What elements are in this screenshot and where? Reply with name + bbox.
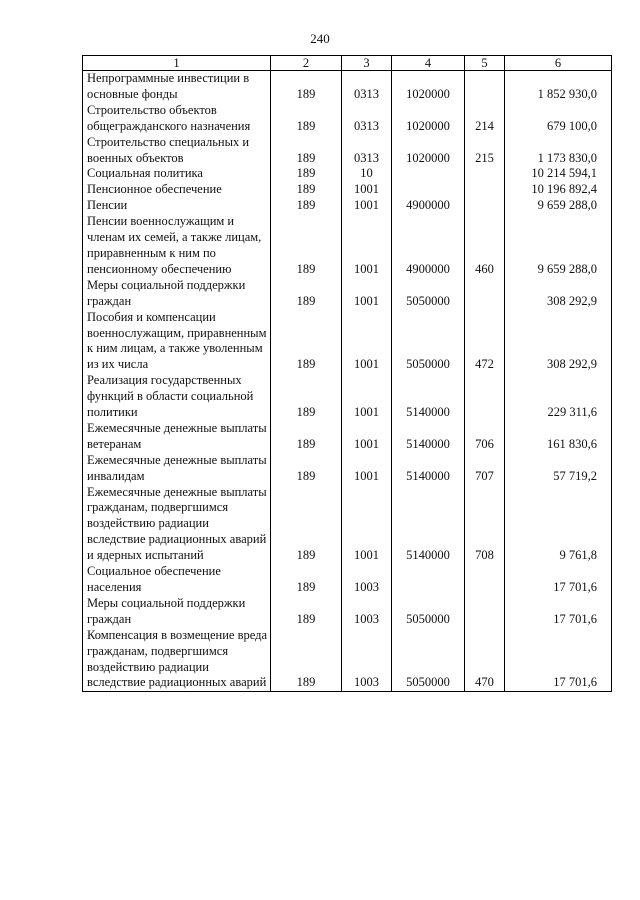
- expense-type-code-cell: [465, 564, 505, 596]
- target-article-code-cell: 5140000: [392, 421, 465, 453]
- section-code-cell: 1001: [342, 310, 392, 374]
- target-article-code-cell: 4900000: [392, 198, 465, 214]
- ministry-code-cell: 189: [271, 198, 342, 214]
- table-row: [83, 453, 612, 485]
- table-body: [83, 71, 612, 692]
- expense-type-code-cell: [465, 278, 505, 310]
- section-code-cell: 1001: [342, 373, 392, 421]
- amount-cell: 10 196 892,4: [505, 182, 612, 198]
- column-header-4: 4: [392, 56, 465, 71]
- table-row: [83, 596, 612, 628]
- table-row: [83, 628, 612, 692]
- target-article-code-cell: [392, 166, 465, 182]
- table-row: [83, 71, 612, 103]
- expense-type-code-cell: [465, 198, 505, 214]
- expense-type-code-cell: [465, 596, 505, 628]
- section-code-cell: 1001: [342, 182, 392, 198]
- target-article-code-cell: 1020000: [392, 71, 465, 103]
- target-article-code-cell: [392, 564, 465, 596]
- section-code-cell: 1003: [342, 628, 392, 692]
- amount-cell: 308 292,9: [505, 310, 612, 374]
- expense-type-code-cell: 214: [465, 103, 505, 135]
- amount-cell: 679 100,0: [505, 103, 612, 135]
- amount-cell: 308 292,9: [505, 278, 612, 310]
- item-name-cell: Пенсионное обеспечение: [83, 182, 271, 198]
- ministry-code-cell: 189: [271, 628, 342, 692]
- amount-cell: 9 761,8: [505, 485, 612, 565]
- item-name-cell: Ежемесячные денежные выплаты ветеранам: [83, 421, 271, 453]
- section-code-cell: 1001: [342, 278, 392, 310]
- expense-type-code-cell: 472: [465, 310, 505, 374]
- target-article-code-cell: [392, 182, 465, 198]
- item-name-cell: Ежемесячные денежные выплаты инвалидам: [83, 453, 271, 485]
- section-code-cell: 1001: [342, 214, 392, 278]
- amount-cell: 9 659 288,0: [505, 214, 612, 278]
- expense-type-code-cell: [465, 373, 505, 421]
- column-header-6: 6: [505, 56, 612, 71]
- target-article-code-cell: 5140000: [392, 453, 465, 485]
- column-header-1: 1: [83, 56, 271, 71]
- section-code-cell: 0313: [342, 71, 392, 103]
- target-article-code-cell: 5050000: [392, 278, 465, 310]
- table-row: [83, 278, 612, 310]
- section-code-cell: 1001: [342, 421, 392, 453]
- section-code-cell: 1003: [342, 596, 392, 628]
- page-number: 240: [310, 31, 330, 46]
- ministry-code-cell: 189: [271, 453, 342, 485]
- target-article-code-cell: 5050000: [392, 596, 465, 628]
- section-code-cell: 1001: [342, 198, 392, 214]
- table-row: [83, 373, 612, 421]
- table-row: [83, 135, 612, 167]
- section-code-cell: 10: [342, 166, 392, 182]
- column-header-5: 5: [465, 56, 505, 71]
- expense-type-code-cell: 708: [465, 485, 505, 565]
- amount-cell: 10 214 594,1: [505, 166, 612, 182]
- expense-type-code-cell: [465, 166, 505, 182]
- section-code-cell: 1001: [342, 453, 392, 485]
- ministry-code-cell: 189: [271, 373, 342, 421]
- amount-cell: 1 173 830,0: [505, 135, 612, 167]
- ministry-code-cell: 189: [271, 564, 342, 596]
- amount-cell: 57 719,2: [505, 453, 612, 485]
- ministry-code-cell: 189: [271, 310, 342, 374]
- amount-cell: 9 659 288,0: [505, 198, 612, 214]
- item-name-cell: Строительство специальных и военных объектов: [83, 135, 271, 167]
- expense-type-code-cell: 215: [465, 135, 505, 167]
- item-name-cell: Меры социальной поддержки граждан: [83, 596, 271, 628]
- item-name-cell: Социальное обеспечение населения: [83, 564, 271, 596]
- target-article-code-cell: 4900000: [392, 214, 465, 278]
- section-code-cell: 0313: [342, 103, 392, 135]
- table-row: [83, 182, 612, 198]
- section-code-cell: 0313: [342, 135, 392, 167]
- section-code-cell: 1001: [342, 485, 392, 565]
- target-article-code-cell: 5140000: [392, 485, 465, 565]
- expense-type-code-cell: 460: [465, 214, 505, 278]
- table-row: [83, 564, 612, 596]
- ministry-code-cell: 189: [271, 182, 342, 198]
- table-row: [83, 214, 612, 278]
- ministry-code-cell: 189: [271, 485, 342, 565]
- target-article-code-cell: 1020000: [392, 135, 465, 167]
- target-article-code-cell: 5050000: [392, 628, 465, 692]
- target-article-code-cell: 5140000: [392, 373, 465, 421]
- budget-table: [82, 55, 612, 692]
- ministry-code-cell: 189: [271, 166, 342, 182]
- item-name-cell: Социальная политика: [83, 166, 271, 182]
- amount-cell: 17 701,6: [505, 596, 612, 628]
- table-row: [83, 103, 612, 135]
- target-article-code-cell: 5050000: [392, 310, 465, 374]
- item-name-cell: Компенсация в возмещение вреда гражданам, подвергшимся воздействию радиации вследствие радиационных аварий: [83, 628, 271, 692]
- item-name-cell: Ежемесячные денежные выплаты гражданам, подвергшимся воздействию радиации вследствие радиационных аварий и ядерных испытаний: [83, 485, 271, 565]
- table-row: [83, 421, 612, 453]
- table-row: [83, 166, 612, 182]
- expense-type-code-cell: [465, 182, 505, 198]
- amount-cell: 161 830,6: [505, 421, 612, 453]
- table-row: [83, 485, 612, 565]
- item-name-cell: Пособия и компенсации военнослужащим, приравненным к ним лицам, а также уволенным из их числа: [83, 310, 271, 374]
- ministry-code-cell: 189: [271, 596, 342, 628]
- ministry-code-cell: 189: [271, 71, 342, 103]
- expense-type-code-cell: 706: [465, 421, 505, 453]
- table-header-row: [83, 56, 612, 71]
- amount-cell: 1 852 930,0: [505, 71, 612, 103]
- ministry-code-cell: 189: [271, 103, 342, 135]
- item-name-cell: Пенсии военнослужащим и членам их семей, а также лицам, приравненным к ним по пенсионному обеспечению: [83, 214, 271, 278]
- amount-cell: 229 311,6: [505, 373, 612, 421]
- ministry-code-cell: 189: [271, 421, 342, 453]
- ministry-code-cell: 189: [271, 278, 342, 310]
- item-name-cell: Реализация государственных функций в области социальной политики: [83, 373, 271, 421]
- column-header-3: 3: [342, 56, 392, 71]
- section-code-cell: 1003: [342, 564, 392, 596]
- item-name-cell: Меры социальной поддержки граждан: [83, 278, 271, 310]
- target-article-code-cell: 1020000: [392, 103, 465, 135]
- table-row: [83, 198, 612, 214]
- amount-cell: 17 701,6: [505, 628, 612, 692]
- item-name-cell: Непрограммные инвестиции в основные фонды: [83, 71, 271, 103]
- expense-type-code-cell: 470: [465, 628, 505, 692]
- ministry-code-cell: 189: [271, 214, 342, 278]
- expense-type-code-cell: [465, 71, 505, 103]
- table-row: [83, 310, 612, 374]
- item-name-cell: Пенсии: [83, 198, 271, 214]
- item-name-cell: Строительство объектов общегражданского назначения: [83, 103, 271, 135]
- amount-cell: 17 701,6: [505, 564, 612, 596]
- expense-type-code-cell: 707: [465, 453, 505, 485]
- column-header-2: 2: [271, 56, 342, 71]
- ministry-code-cell: 189: [271, 135, 342, 167]
